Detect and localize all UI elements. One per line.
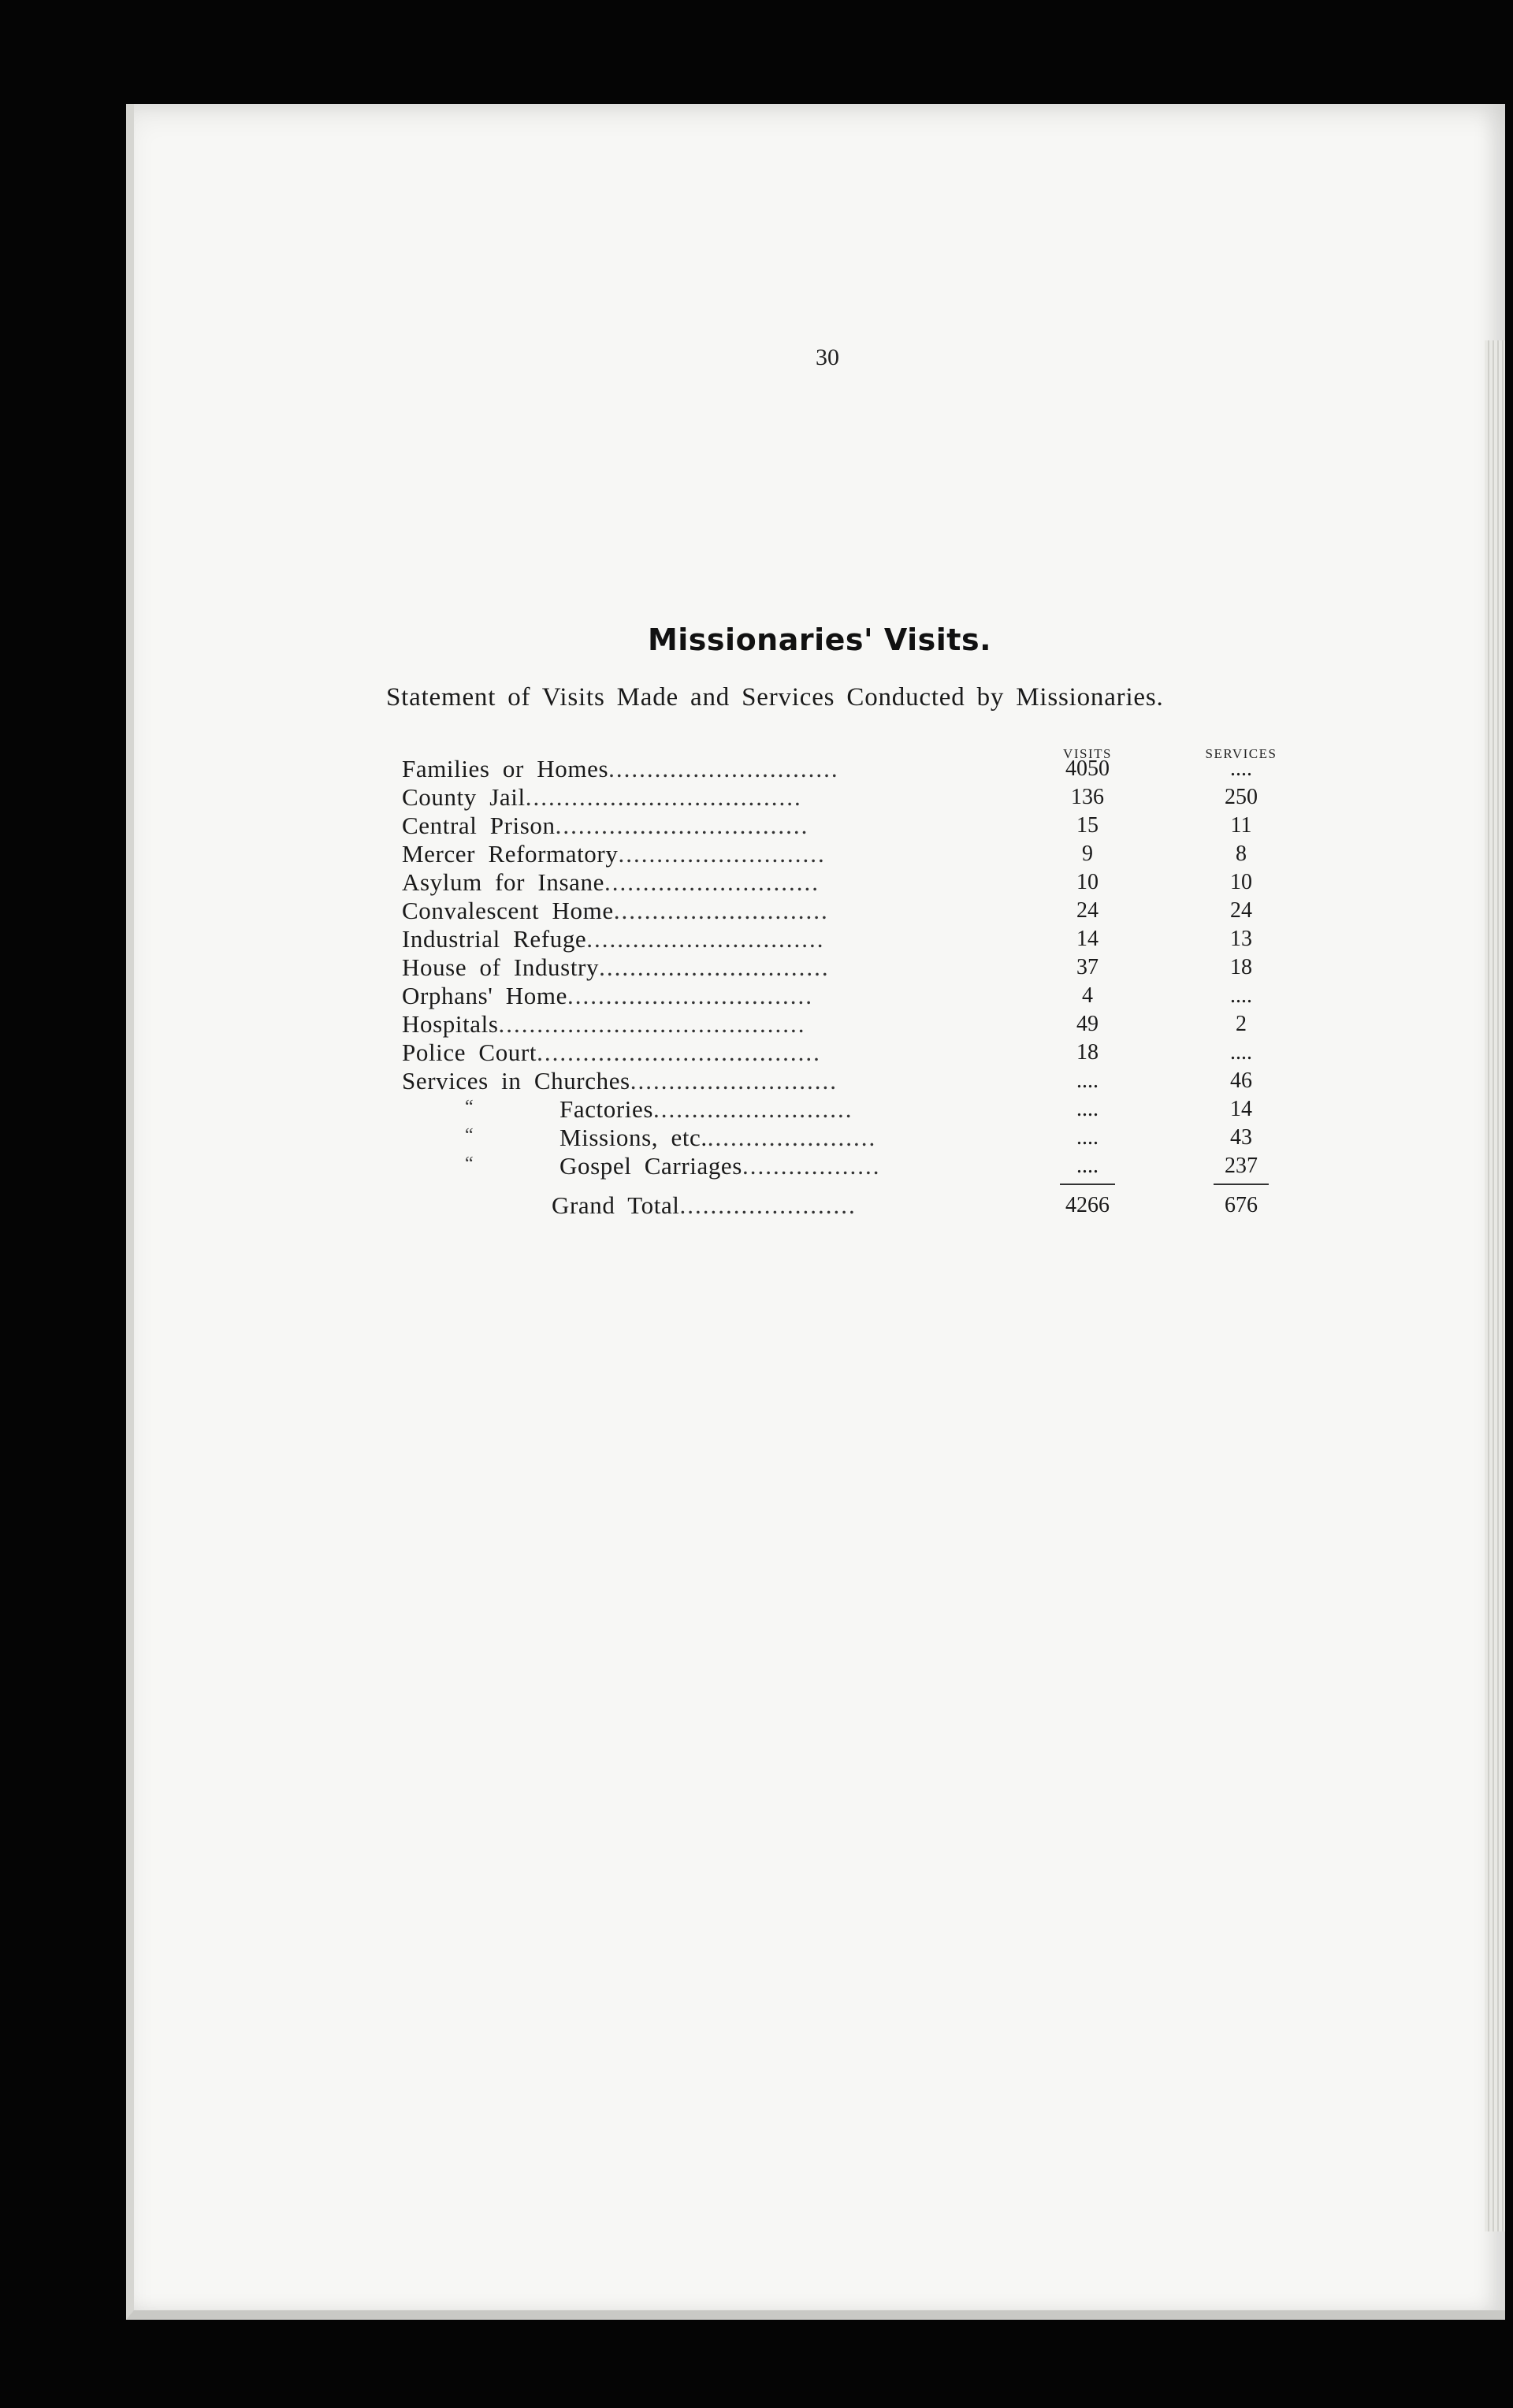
services-value: 43	[1230, 1125, 1252, 1150]
visits-value: ....	[1076, 1068, 1099, 1093]
table-row	[134, 1152, 1505, 1180]
grand-total-label: Grand Total.......................	[552, 1191, 857, 1219]
row-label: Families or Homes..............................	[402, 755, 839, 782]
grand-total-visits: 4266	[1065, 1193, 1110, 1217]
services-value: 18	[1230, 955, 1252, 979]
visits-total-rule	[1060, 1184, 1115, 1185]
visits-value: 49	[1076, 1012, 1099, 1036]
ditto-mark: “	[465, 1125, 474, 1146]
table-row	[134, 755, 1505, 783]
table-row	[134, 868, 1505, 897]
services-value: 24	[1230, 898, 1252, 923]
services-value: 237	[1225, 1154, 1258, 1178]
grand-total-row	[134, 1191, 1505, 1220]
services-value: 13	[1230, 927, 1252, 951]
table-row	[134, 783, 1505, 812]
visits-value: 18	[1076, 1040, 1099, 1065]
services-value: ....	[1230, 1040, 1252, 1065]
row-label: Police Court.....................................	[402, 1039, 821, 1066]
table-subtitle: Statement of Visits Made and Services Conducted by Missionaries.	[386, 683, 1164, 712]
services-value: 14	[1230, 1097, 1252, 1121]
visits-column-header: VISITS	[1063, 746, 1112, 761]
page-edge	[1485, 340, 1505, 2231]
row-label: Central Prison.................................	[402, 812, 809, 839]
ditto-mark: “	[465, 1097, 474, 1117]
row-label: Factories..........................	[559, 1095, 853, 1123]
table-row	[134, 1067, 1505, 1095]
total-rule-row	[134, 1180, 1505, 1191]
visits-value: 9	[1082, 842, 1093, 866]
table-row	[134, 982, 1505, 1010]
visits-value: 14	[1076, 927, 1099, 951]
visits-value: 4050	[1065, 756, 1110, 781]
visits-value: 10	[1076, 870, 1099, 894]
table-row	[134, 1095, 1505, 1124]
table-row	[134, 1124, 1505, 1152]
book-page	[126, 104, 1505, 2320]
row-label: Mercer Reformatory...........................	[402, 840, 826, 868]
services-value: 2	[1236, 1012, 1247, 1036]
visits-value: ....	[1076, 1154, 1099, 1178]
services-value: 46	[1230, 1068, 1252, 1093]
grand-total-services: 676	[1225, 1193, 1258, 1217]
row-label: Convalescent Home............................	[402, 897, 829, 924]
table-row	[134, 840, 1505, 868]
row-label: County Jail....................................	[402, 783, 802, 811]
table-row	[134, 812, 1505, 840]
services-value: 8	[1236, 842, 1247, 866]
visits-value: ....	[1076, 1097, 1099, 1121]
services-column-header: SERVICES	[1205, 746, 1277, 761]
row-label: House of Industry..............................	[402, 953, 830, 981]
row-label: Hospitals........................................	[402, 1010, 806, 1038]
row-label: Orphans' Home................................	[402, 982, 813, 1009]
table-row	[134, 953, 1505, 982]
row-label: Missions, etc.......................	[559, 1124, 877, 1151]
row-label: Gospel Carriages..................	[559, 1152, 881, 1180]
row-label: Industrial Refuge...............................	[402, 925, 825, 953]
visits-value: 136	[1071, 785, 1104, 809]
visits-value: 24	[1076, 898, 1099, 923]
visits-value: 15	[1076, 813, 1099, 838]
services-value: 10	[1230, 870, 1252, 894]
page-number: 30	[816, 344, 839, 370]
services-total-rule	[1214, 1184, 1269, 1185]
table-row	[134, 1010, 1505, 1039]
table-row	[134, 925, 1505, 953]
visits-table	[134, 755, 1505, 1220]
services-value: 250	[1225, 785, 1258, 809]
ditto-mark: “	[465, 1154, 474, 1174]
page-title: Missionaries' Visits.	[647, 622, 992, 657]
services-value: 11	[1230, 813, 1252, 838]
services-value: ....	[1230, 756, 1252, 781]
row-label: Services in Churches...........................	[402, 1067, 838, 1094]
table-row	[134, 897, 1505, 925]
visits-value: ....	[1076, 1125, 1099, 1150]
visits-value: 4	[1082, 983, 1093, 1008]
row-label: Asylum for Insane............................	[402, 868, 820, 896]
services-value: ....	[1230, 983, 1252, 1008]
table-row	[134, 1039, 1505, 1067]
visits-value: 37	[1076, 955, 1099, 979]
